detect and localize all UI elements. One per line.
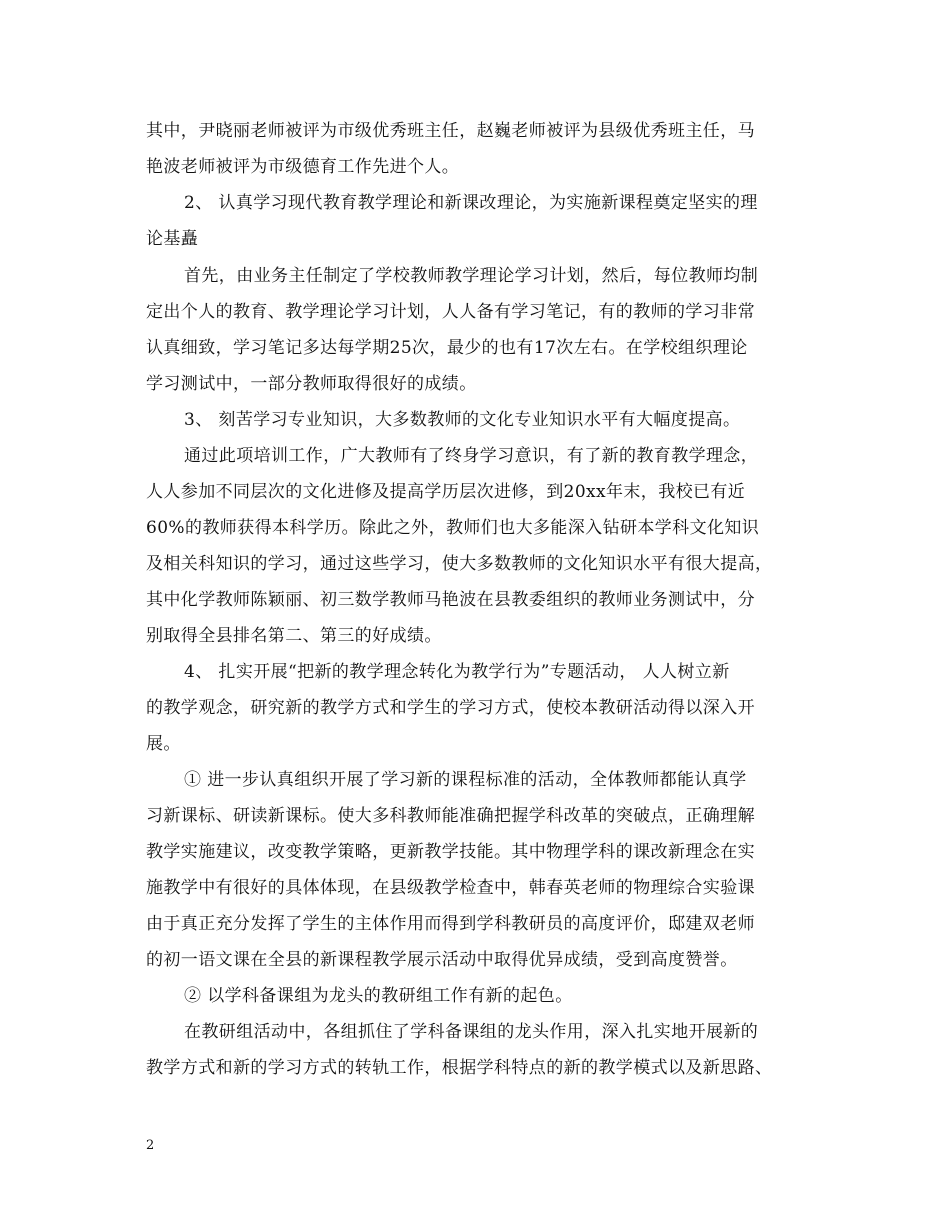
- text-line: 论基矗: [146, 229, 199, 249]
- text-line: 习新课标、研读新课标。使大多科教师能准确把握学科改革的突破点，正确理解: [146, 806, 755, 826]
- section-heading: 2、 认真学习现代教育教学理论和新课改理论，为实施新课程奠定坚实的理: [184, 193, 758, 213]
- text-line: 其中化学教师陈颖丽、初三数学教师马艳波在县教委组织的教师业务测试中，分: [146, 590, 755, 610]
- text-line: 学习测试中，一部分教师取得很好的成绩。: [146, 374, 477, 394]
- text-line: 认真细致，学习笔记多达每学期25次，最少的也有17次左右。在学校组织理论: [146, 338, 748, 358]
- text-line: 教学实施建议，改变教学策略，更新教学技能。其中物理学科的课改新理念在实: [146, 842, 755, 862]
- section-heading: 4、 扎实开展“把新的教学理念转化为教学行为”专题活动， 人人树立新: [184, 662, 730, 682]
- text-line: 在教研组活动中，各组抓住了学科备课组的龙头作用，深入扎实地开展新的: [184, 1022, 759, 1042]
- text-line: 及相关科知识的学习，通过这些学习，使大多数教师的文化知识水平有很大提高，: [146, 554, 773, 574]
- list-item-heading: ① 进一步认真组织开展了学习新的课程标准的活动，全体教师都能认真学: [184, 770, 747, 790]
- text-line: 施教学中有很好的具体体现，在县级教学检查中，韩春英老师的物理综合实验课: [146, 878, 755, 898]
- text-line: 展。: [146, 734, 181, 754]
- text-line: 人人参加不同层次的文化进修及提高学历层次进修，到20xx年末，我校已有近: [146, 482, 746, 502]
- text-line: 60%的教师获得本科学历。除此之外，教师们也大多能深入钻研本学科文化知识: [146, 518, 760, 538]
- text-line: 定出个人的教育、教学理论学习计划，人人备有学习笔记，有的教师的学习非常: [146, 302, 755, 322]
- text-line: 首先，由业务主任制定了学校教师教学理论学习计划，然后，每位教师均制: [184, 266, 759, 286]
- text-line: 艳波老师被评为市级德育工作先进个人。: [146, 157, 460, 177]
- text-line: 的初一语文课在全县的新课程教学展示活动中取得优异成绩，受到高度赞誉。: [146, 950, 738, 970]
- section-heading: 3、 刻苦学习专业知识，大多数教师的文化专业知识水平有大幅度提高。: [184, 410, 741, 430]
- page-number: 2: [146, 1138, 155, 1153]
- text-line: 的教学观念，研究新的教学方式和学生的学习方式，使校本教研活动得以深入开: [146, 698, 755, 718]
- text-line: 教学方式和新的学习方式的转轨工作，根据学科特点的新的教学模式以及新思路、: [146, 1058, 773, 1078]
- list-item-heading: ② 以学科备课组为龙头的教研组工作有新的起色。: [184, 986, 573, 1006]
- text-line: 其中，尹晓丽老师被评为市级优秀班主任，赵巍老师被评为县级优秀班主任，马: [146, 121, 755, 141]
- text-line: 通过此项培训工作，广大教师有了终身学习意识，有了新的教育教学理念，: [184, 446, 759, 466]
- text-line: 别取得全县排名第二、第三的好成绩。: [146, 626, 442, 646]
- text-line: 由于真正充分发挥了学生的主体作用而得到学科教研员的高度评价，邸建双老师: [146, 914, 755, 934]
